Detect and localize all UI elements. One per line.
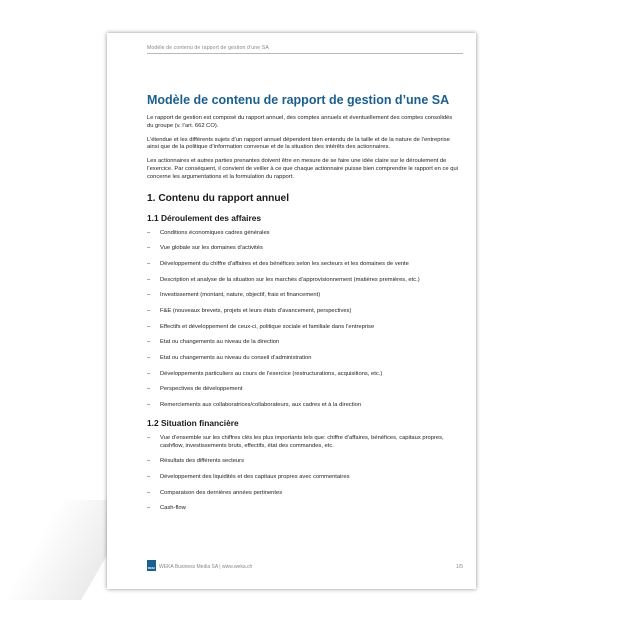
page-footer [147,560,463,572]
bullet-dash: – [147,229,151,236]
list-item-text: Cash-flow [160,505,186,512]
list-item [147,277,459,285]
list-item-text: Vue globale sur les domaines d’activités [160,245,263,252]
list-item-text: Etat ou changements au niveau du conseil d’administration [160,355,312,362]
list-item [147,474,459,482]
bullet-dash: – [147,355,151,362]
list-item-text: Développements particuliers au cours de l’exercice (restructurations, acquisitions, etc.) [160,370,383,377]
footer-publisher: WEKA Business Media SA | www.weka.ch [159,564,253,570]
list-item [147,339,459,347]
list-item [147,458,459,466]
intro-paragraph-1: Le rapport de gestion est composé du rapport annuel, des comptes annuels et éventuellement des comptes consolidés du groupe (v. l’art. 662 CO). [147,115,453,129]
list-item [147,245,459,253]
bullet-dash: – [147,489,151,496]
logo-text: WEKA [147,567,156,570]
intro-paragraph-3: Les actionnaires et autres parties prenantes doivent être en mesure de se faire une idée claire sur le déroulement de l’exercice. Par conséquent, il convient de veiller à ce que chaque actionnaire puisse bien comprendre le rapport en ce qui concerne les argumentations et la formulation du rapport. [147,158,458,180]
bullet-dash: – [147,458,151,465]
list-item-text: Remerciements aux collaboratrices/collaborateurs, aux cadres et à la direction [160,402,362,409]
bullet-dash: – [147,308,151,315]
bullet-dash: – [147,402,151,409]
bullet-dash: – [147,505,151,512]
list-item [147,230,459,238]
list-item [147,490,459,498]
page-number: 1/5 [456,564,463,570]
document-title: Modèle de contenu de rapport de gestion d’une SA [147,93,450,107]
bullet-dash: – [147,292,151,299]
bullet-dash: – [147,370,151,377]
document-body [147,93,459,521]
list-item [147,261,459,269]
bullet-dash: – [147,386,151,393]
list-item-text: Vue d’ensemble sur les chiffres clés les plus importants tels que: chiffre d’affaires, bénéfices, capitaux propres, cashflow, investissements bruts, effectifs, état des commandes, etc. [160,434,444,449]
list-item [147,308,459,316]
list-item [147,355,459,363]
list-item-text: Résultats des différents secteurs [160,458,244,465]
running-header: Modèle de contenu de rapport de gestion d’une SA [147,45,269,51]
list-item [147,402,459,410]
list-item-text: Développement du chiffre d’affaires et des bénéfices selon les secteurs et les domaines de vente [160,260,409,267]
list-item [147,324,459,332]
list-item-text: Effectifs et développement de ceux-ci, politique sociale et familiale dans l’entreprise [160,323,375,330]
list-item [147,435,459,451]
list-item [147,371,459,379]
document-page [107,33,476,589]
intro-paragraph-2: L’étendue et les différents sujets d’un rapport annuel dépendent bien entendu de la taille et de la nature de l’entreprise ainsi que de la politique d’information convenue et de la situation des intérêts des actionnaires. [147,136,450,151]
weka-logo [147,560,156,571]
header-rule [147,53,463,54]
bullet-dash: – [147,323,151,330]
list-item-text: Développement des liquidités et des capitaux propres avec commentaires [160,474,350,480]
list-item-text: Perspectives de développement [160,386,243,393]
list-item-text: F&E (nouveaux brevets, projets et leurs états d’avancement, perspectives) [160,308,352,315]
bullet-dash: – [147,245,151,252]
bullet-dash: – [147,474,151,480]
bullet-dash: – [147,339,151,346]
list-deroulement [147,230,459,410]
bullet-dash: – [147,260,151,267]
subsection-heading-1: 1.1 Déroulement des affaires [147,212,262,223]
bullet-dash: – [147,434,151,441]
list-item-text: Etat ou changements au niveau de la direction [160,339,280,346]
list-item-text: Investissement (montant, nature, objectif, frais et financement) [160,292,321,299]
subsection-heading-2: 1.2 Situation financière [147,417,239,428]
list-item [147,292,459,300]
list-item [147,386,459,394]
bullet-dash: – [147,276,151,283]
list-item-text: Conditions économiques cadres générales [160,229,270,236]
list-item-text: Comparaison des dernières années pertinentes [160,489,283,496]
list-item [147,505,459,513]
section-heading: 1. Contenu du rapport annuel [147,192,290,204]
list-item-text: Description et analyse de la situation sur les marchés d’approvisionnement (matières premières, etc.) [160,276,420,283]
list-situation-financiere [147,435,459,513]
